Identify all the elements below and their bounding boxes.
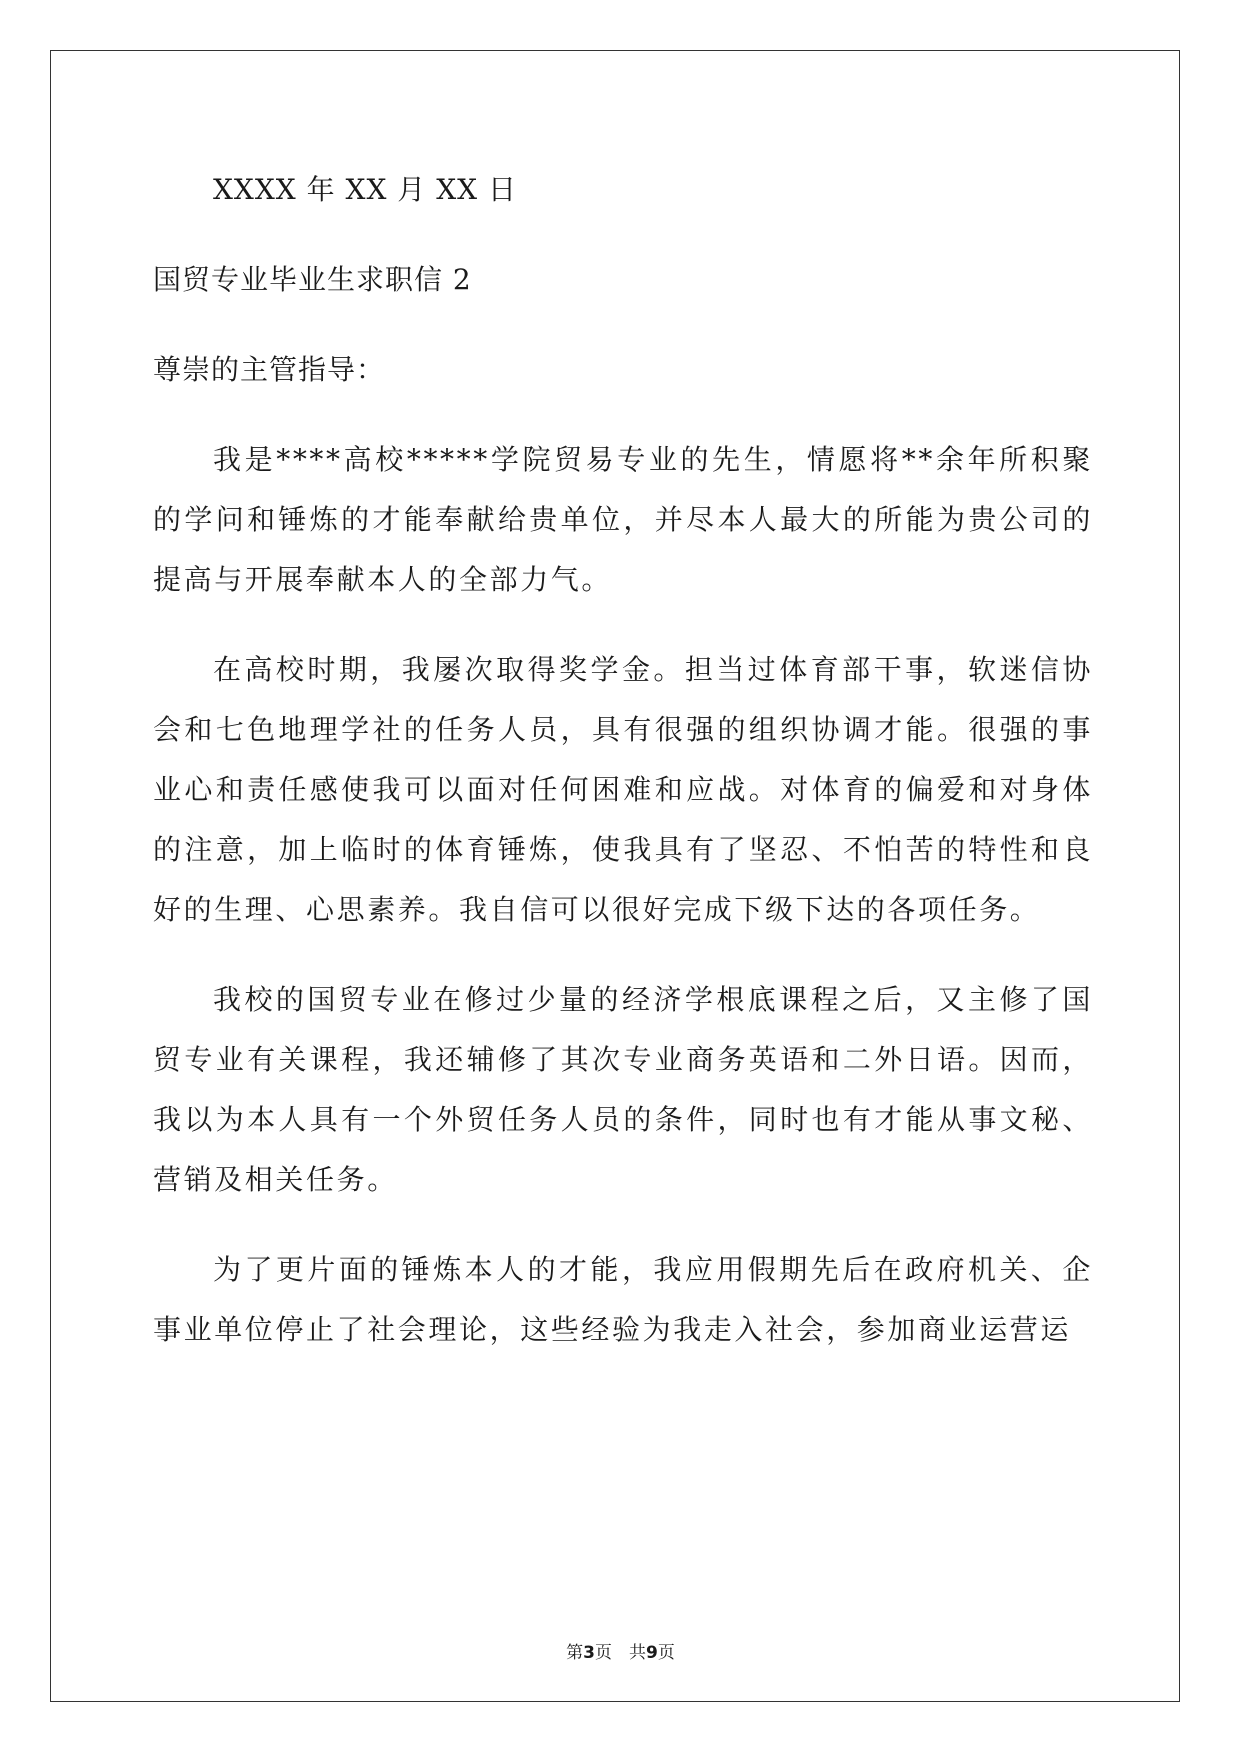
document-body bbox=[153, 160, 1093, 1390]
current-page-number: 3 bbox=[583, 1643, 595, 1663]
paragraph-1: 我是****高校*****学院贸易专业的先生，情愿将**余年所积聚的学问和锤炼的才能奉献给贵单位，并尽本人最大的所能为贵公司的提高与开展奉献本人的全部力气。 bbox=[153, 443, 1093, 596]
paragraph-3: 我校的国贸专业在修过少量的经济学根底课程之后，又主修了国贸专业有关课程，我还辅修了其次专业商务英语和二外日语。因而，我以为本人具有一个外贸任务人员的条件，同时也有才能从事文秘、营销及相关任务。 bbox=[153, 983, 1093, 1196]
paragraph-2: 在高校时期，我屡次取得奖学金。担当过体育部干事，软迷信协会和七色地理学社的任务人员，具有很强的组织协调才能。很强的事业心和责任感使我可以面对任何困难和应战。对体育的偏爱和对身体的注意，加上临时的体育锤炼，使我具有了坚忍、不怕苦的特性和良好的生理、心思素养。我自信可以很好完成下级下达的各项任务。 bbox=[153, 653, 1093, 926]
footer-suffix: 页 bbox=[657, 1643, 675, 1663]
date-line: XXXX 年 XX 月 XX 日 bbox=[213, 173, 517, 206]
document-title: 国贸专业毕业生求职信 2 bbox=[153, 263, 472, 296]
salutation: 尊崇的主管指导： bbox=[153, 353, 386, 386]
footer-prefix: 第 bbox=[566, 1643, 584, 1663]
footer-mid: 页 共 bbox=[595, 1643, 646, 1663]
total-pages-number: 9 bbox=[646, 1643, 658, 1663]
paragraph-4: 为了更片面的锤炼本人的才能，我应用假期先后在政府机关、企事业单位停止了社会理论，这些经验为我走入社会，参加商业运营运 bbox=[153, 1253, 1093, 1346]
page-footer bbox=[0, 1638, 1241, 1663]
